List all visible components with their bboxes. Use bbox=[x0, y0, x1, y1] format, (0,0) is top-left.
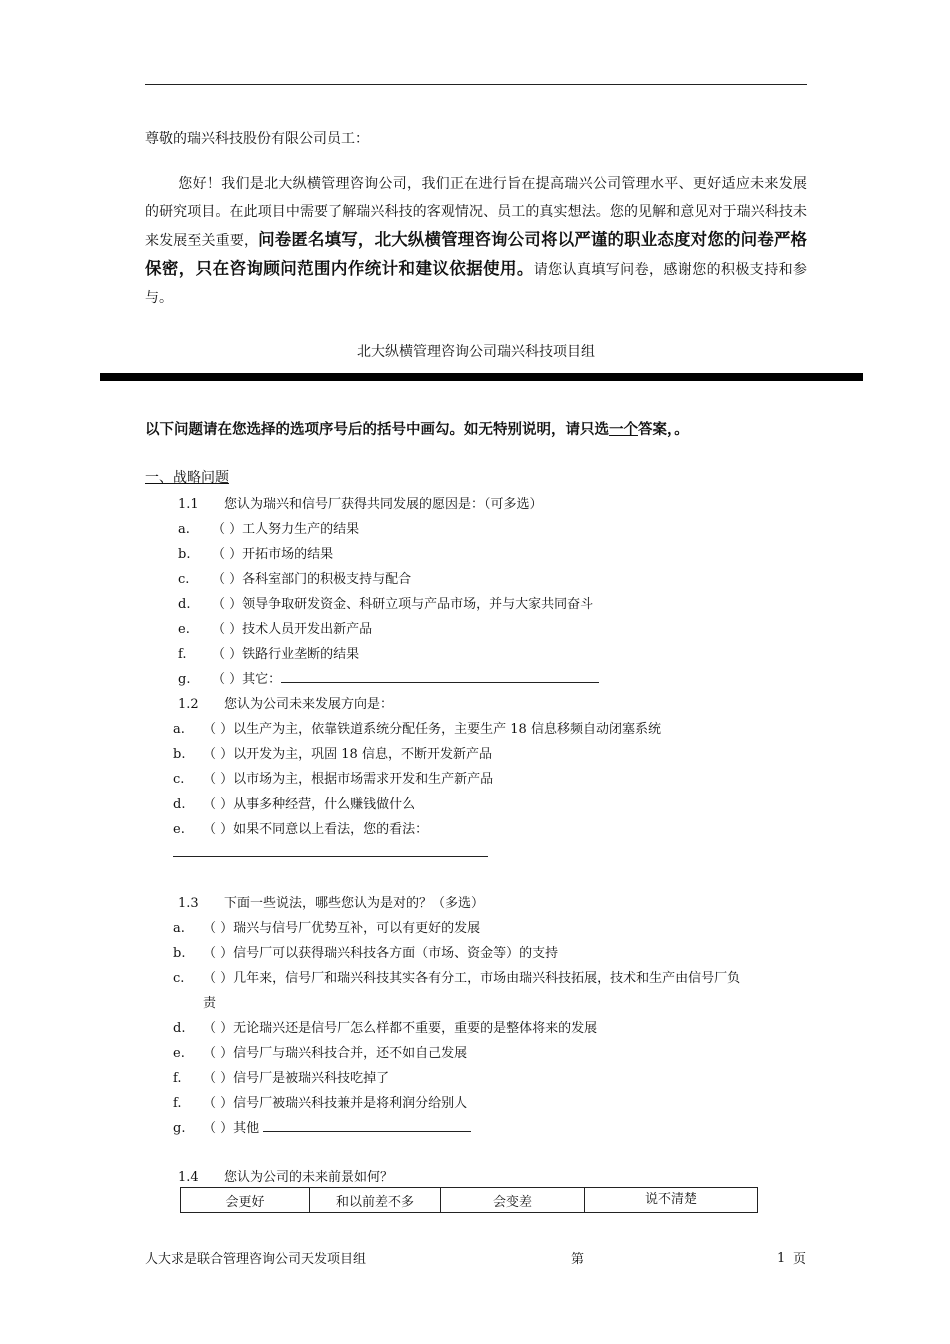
signoff: 北大纵横管理咨询公司瑞兴科技项目组 bbox=[357, 344, 595, 360]
question-1-4 bbox=[178, 1166, 393, 1185]
option-letter: a. bbox=[173, 722, 185, 737]
footer-page-number: 1 bbox=[777, 1251, 786, 1266]
choice-same[interactable]: 和以前差不多 bbox=[310, 1188, 441, 1213]
greeting: 尊敬的瑞兴科技股份有限公司员工： bbox=[145, 131, 369, 147]
option-1-2-d[interactable] bbox=[173, 793, 415, 812]
instruction bbox=[145, 418, 689, 439]
option-text: （ ）领导争取研发资金、科研立项与产品市场，并与大家共同奋斗 bbox=[212, 597, 594, 612]
option-letter: f. bbox=[178, 647, 187, 662]
option-text: （ ）无论瑞兴还是信号厂怎么样都不重要，重要的是整体将来的发展 bbox=[203, 1021, 598, 1036]
fill-in-blank[interactable] bbox=[263, 1119, 471, 1132]
option-1-3-e[interactable] bbox=[173, 1042, 467, 1061]
question-number: 1.4 bbox=[178, 1170, 199, 1185]
option-letter: e. bbox=[173, 1046, 185, 1061]
intro-bold-text: 问卷匿名填写，北大纵横管理咨询公司将以严谨的职业态度对您的问卷严格保密，只在咨询顾问范围内作统计和建议依据使用。 bbox=[145, 230, 808, 278]
option-text: （ ）如果不同意以上看法，您的看法： bbox=[203, 822, 429, 837]
answer-blank-line[interactable] bbox=[173, 856, 488, 857]
option-1-3-a[interactable] bbox=[173, 917, 480, 936]
question-1-1 bbox=[178, 493, 543, 512]
option-1-1-e[interactable] bbox=[178, 618, 372, 637]
option-letter: e. bbox=[178, 622, 190, 637]
question-text: 您认为瑞兴和信号厂获得共同发展的愿因是：（可多选） bbox=[224, 497, 543, 512]
footer-page-label: 第 bbox=[571, 1252, 585, 1267]
question-text: 下面一些说法，哪些您认为是对的？（多选） bbox=[224, 896, 485, 911]
option-letter: a. bbox=[178, 522, 190, 537]
option-1-1-g[interactable] bbox=[178, 668, 599, 687]
option-text: （ ）各科室部门的积极支持与配合 bbox=[212, 572, 412, 587]
option-text: （ ）其他 bbox=[203, 1121, 260, 1136]
option-text: （ ）铁路行业垄断的结果 bbox=[212, 647, 360, 662]
option-text: （ ）几年来，信号厂和瑞兴科技其实各有分工，市场由瑞兴科技拓展，技术和生产由信号厂负 bbox=[203, 971, 741, 986]
option-letter: c. bbox=[173, 772, 185, 787]
header-rule bbox=[145, 84, 807, 85]
option-letter: f. bbox=[173, 1071, 182, 1086]
option-letter: f. bbox=[173, 1096, 182, 1111]
choice-better[interactable]: 会更好 bbox=[181, 1188, 310, 1213]
option-text: （ ）以生产为主，依靠铁道系统分配任务，主要生产 18 信息移频自动闭塞系统 bbox=[203, 722, 661, 737]
option-1-2-a[interactable] bbox=[173, 718, 661, 737]
option-letter: d. bbox=[173, 1021, 186, 1036]
option-letter: b. bbox=[173, 747, 186, 762]
option-1-3-g[interactable] bbox=[173, 1117, 471, 1136]
question-1-2 bbox=[178, 693, 393, 712]
option-1-3-f[interactable] bbox=[173, 1067, 389, 1086]
footer-left: 人大求是联合管理咨询公司天发项目组 bbox=[145, 1252, 367, 1267]
option-text: （ ）开拓市场的结果 bbox=[212, 547, 334, 562]
option-1-3-b[interactable] bbox=[173, 942, 558, 961]
choice-table bbox=[180, 1187, 758, 1213]
question-text: 您认为公司的未来前景如何？ bbox=[224, 1170, 394, 1185]
fill-in-blank[interactable] bbox=[281, 670, 599, 683]
option-1-2-c[interactable] bbox=[173, 768, 493, 787]
question-number: 1.2 bbox=[178, 697, 199, 712]
option-text: （ ）信号厂是被瑞兴科技吃掉了 bbox=[203, 1071, 390, 1086]
option-text: （ ）信号厂与瑞兴科技合并，还不如自己发展 bbox=[203, 1046, 468, 1061]
question-number: 1.1 bbox=[178, 497, 199, 512]
option-text: （ ）瑞兴与信号厂优势互补，可以有更好的发展 bbox=[203, 921, 481, 936]
option-letter: c. bbox=[178, 572, 190, 587]
option-1-3-f2[interactable] bbox=[173, 1092, 467, 1111]
option-1-1-d[interactable] bbox=[178, 593, 593, 612]
option-text: （ ）从事多种经营，什么赚钱做什么 bbox=[203, 797, 416, 812]
option-letter: e. bbox=[173, 822, 185, 837]
option-text: （ ）技术人员开发出新产品 bbox=[212, 622, 373, 637]
option-letter: a. bbox=[173, 921, 185, 936]
instruction-text: 以下问题请在您选择的选项序号后的括号中画勾。如无特别说明，请只选 bbox=[145, 422, 609, 438]
option-text: 责 bbox=[203, 996, 217, 1011]
option-1-1-c[interactable] bbox=[178, 568, 411, 587]
option-text: （ ）信号厂可以获得瑞兴科技各方面（市场、资金等）的支持 bbox=[203, 946, 559, 961]
option-text: （ ）其它： bbox=[212, 672, 282, 687]
option-1-3-d[interactable] bbox=[173, 1017, 597, 1036]
option-letter: c. bbox=[173, 971, 185, 986]
option-letter: g. bbox=[178, 672, 191, 687]
intro-closing-text: 请您认真填写问卷，感谢您的积极支持和参与。 bbox=[145, 262, 808, 306]
option-text: （ ）以市场为主，根据市场需求开发和生产新产品 bbox=[203, 772, 494, 787]
question-1-3 bbox=[178, 892, 484, 911]
option-letter: b. bbox=[173, 946, 186, 961]
option-letter: b. bbox=[178, 547, 191, 562]
option-1-1-f[interactable] bbox=[178, 643, 359, 662]
option-letter: g. bbox=[173, 1121, 186, 1136]
instruction-underlined: 一个 bbox=[609, 422, 638, 438]
question-number: 1.3 bbox=[178, 896, 199, 911]
question-text: 您认为公司未来发展方向是： bbox=[224, 697, 394, 712]
choice-unsure[interactable]: 说不清楚 bbox=[585, 1188, 758, 1213]
option-letter: d. bbox=[173, 797, 186, 812]
option-1-1-a[interactable] bbox=[178, 518, 359, 537]
choice-row bbox=[181, 1188, 758, 1213]
footer-page-suffix: 页 bbox=[793, 1252, 807, 1267]
option-1-3-c-continuation bbox=[203, 992, 216, 1011]
section-title: 一、战略问题 bbox=[145, 470, 229, 486]
option-1-2-e[interactable] bbox=[173, 818, 428, 837]
section-divider bbox=[100, 373, 863, 381]
option-1-1-b[interactable] bbox=[178, 543, 333, 562]
intro-paragraph bbox=[145, 170, 807, 312]
option-text: （ ）信号厂被瑞兴科技兼并是将利润分给别人 bbox=[203, 1096, 468, 1111]
choice-worse[interactable]: 会变差 bbox=[441, 1188, 585, 1213]
option-text: （ ）工人努力生产的结果 bbox=[212, 522, 360, 537]
option-1-3-c[interactable] bbox=[173, 967, 740, 986]
option-letter: d. bbox=[178, 597, 191, 612]
instruction-end: 答案，。 bbox=[638, 422, 689, 438]
option-1-2-b[interactable] bbox=[173, 743, 492, 762]
option-text: （ ）以开发为主，巩固 18 信息，不断开发新产品 bbox=[203, 747, 492, 762]
intro-text: 您好！我们是北大纵横管理咨询公司，我们正在进行旨在提高瑞兴公司管理水平、更好适应未来发展的研究项目。在此项目中需要了解瑞兴科技的客观情况、员工的真实想法。您的见解和意见对于瑞兴科技未来发展至关重要， bbox=[145, 176, 807, 249]
